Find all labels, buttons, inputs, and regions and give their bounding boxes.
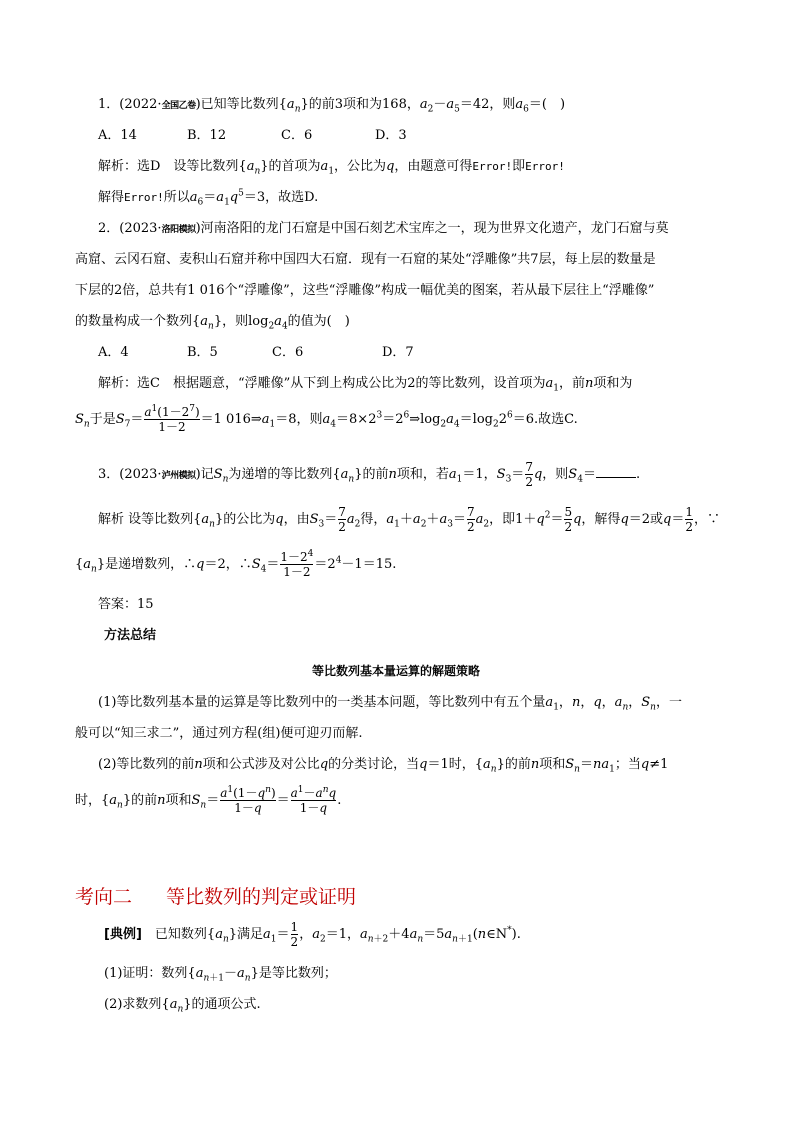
q1-solution-line1: 解析：选D 设等比数列$\{a_n\}$的首项为$a_1$，公比为q，由题意可得Error!即Error! [98, 159, 565, 177]
q2-stem-line1: 2．(2023·洛阳模拟)河南洛阳的龙门石窟是中国石刻艺术宝库之一，现为世界文化遗产，龙门石窟与莫 [98, 221, 669, 236]
q2-option-a: A．4 [98, 345, 129, 360]
section-title [75, 882, 356, 909]
q2-sum-fraction: $\frac{a^1(1-2^7)}{1-2}$ [144, 404, 200, 434]
method-point1-line2: 般可以“知三求二”，通过列方程(组)便可迎刃而解. [75, 726, 363, 741]
q2-solution-line1: 解析：选C 根据题意，“浮雕像”从下到上构成公比为2的等比数列，设首项为$a_1$，前n项和为 [98, 376, 633, 394]
q2-option-c: C．6 [272, 345, 304, 360]
q3-solution-line1: 解析 设等比数列$\{a_n\}$的公比为q，由$S_3=$ $\frac{7}{2}$ $a_2$得，$a_1+a_2+a_3=$ $\frac{7}{2}$ $a_2$，即$1+q^2=$ $\frac{5}{2}$ q，解得q＝2或q＝ $\frac{1}{2}$ ，∵ [98, 505, 721, 534]
q2-stem-line4: 的数量构成一个数列$\{a_n\}$，则$\log_2a_4$的值为( ) [75, 314, 350, 332]
q1-stem: 1．(2022·全国乙卷)已知等比数列$\{a_n\}$的前3项和为168，$a_2-a_5=42$，则$a_6=$( ) [98, 97, 566, 115]
section-heading: 等比数列的判定或证明 [166, 886, 357, 908]
example-stem: [典例] 已知数列$\{a_n\}$满足$a_1=$ $\frac{1}{2}$ ，$a_2=1$，$a_{n+2}+4a_n=5a_{n+1}(n\in N^*)$. [104, 920, 521, 949]
q1-option-d: D．3 [375, 128, 407, 143]
q3-answer: 答案：15 [98, 597, 154, 612]
q2-solution-line2: $S_n$于是$S_7=$ $\frac{a^1(1-2^7)}{1-2}$ ＝1 $016\Rightarrow a_1=8$，则$a_4=8\times 2^3=2^6\Rightarrow\log_2a_4=\log_22^6=6$.故选C. [75, 404, 578, 434]
q1-option-b: B．12 [187, 128, 227, 143]
method-point2-line1: (2)等比数列的前n项和公式涉及对公比q的分类讨论，当q＝1时，$\{a_n\}$的前n项和$S_n=na_1$；当q≠1 [98, 757, 669, 775]
q3-answer-blank[interactable] [596, 465, 636, 478]
method-point1-line1: (1)等比数列基本量的运算是等比数列中的一类基本问题，等比数列中有五个量$a_1$，n，q，$a_n$，$S_n$，一 [98, 695, 682, 713]
example-part1: (1)证明：数列$\{a_{n+1}-a_n\}$是等比数列； [104, 966, 337, 984]
method-title: 等比数列基本量运算的解题策略 [312, 664, 481, 678]
q2-stem-line2: 高窟、云冈石窟、麦积山石窟并称中国四大石窟．现有一石窟的某处“浮雕像”共7层，每上层的数量是 [75, 252, 656, 267]
q2-stem-line3: 下层的2倍，总共有1 016个“浮雕像”，这些“浮雕像”构成一幅优美的图案，若从最下层往上“浮雕像” [75, 283, 655, 298]
q2-option-d: D．7 [382, 345, 414, 360]
q3-stem: 3．(2023·泸州模拟)记$S_n$为递增的等比数列$\{a_n\}$的前n项和，若$a_1=1$，$S_3=$ $\frac{7}{2}$ q，则$S_4=$ . [98, 460, 641, 489]
q1-option-a: A．14 [98, 128, 137, 143]
q1-solution-line2: 解得Error!所以$a_6=a_1q^5=3$，故选D. [98, 188, 319, 208]
q2-option-b: B．5 [187, 345, 218, 360]
q1-option-c: C．6 [281, 128, 313, 143]
section-label: 考向二 [75, 886, 133, 908]
q3-sum-fraction: $\frac{1-2^4}{1-2}$ [280, 549, 314, 579]
method-point2-line2: 时，$\{a_n\}$的前n项和$S_n=$ $\frac{a^1(1-q^n)}{1-q}$ ＝ $\frac{a^1-a^nq}{1-q}$ . [75, 785, 342, 815]
example-part2: (2)求数列$\{a_n\}$的通项公式. [104, 997, 261, 1015]
q3-solution-line2: $\{a_n\}$是递增数列，∴q＝2，$\therefore S_4=$ $\frac{1-2^4}{1-2}$ $=2^4-1=15$. [75, 549, 397, 579]
method-heading: 方法总结 [104, 628, 157, 643]
